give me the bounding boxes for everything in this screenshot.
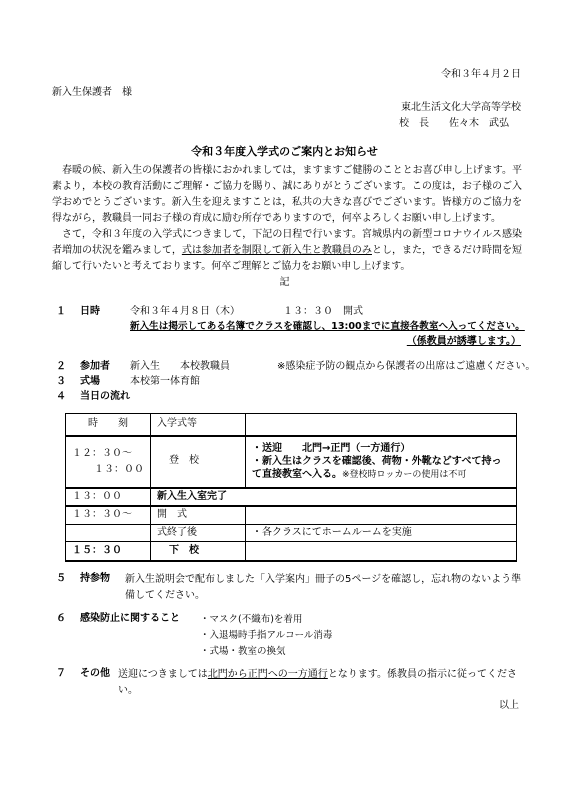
table-header-row [66, 414, 517, 436]
item3-number: ３ [56, 376, 66, 387]
greeting-paragraph: 春暖の候、新入生の保護者の皆様におかれましては，ますますご健勝のこととお喜び申し上げます。平素より，本校の教育活動にご理解・ご協力を賜り、誠にありがとうございます。この度は，お子様のご入学おめでとうございます。新入生を迎えますことは，私共の大きな喜びでございます。皆様方のご協力を得ながら，教職員一同お子様の育成に励む所存でありますので，何卒よろしくお願い申し上げます。 [52, 165, 522, 224]
item2-label: 参加者 [80, 361, 110, 372]
schedule-table [65, 413, 517, 562]
item7-number: ７ [56, 668, 66, 679]
school-name: 東北生活文化大学高等学校 [401, 102, 521, 113]
item6-list [200, 612, 332, 660]
row1-detail-line1: ・送迎 北門→正門（一方通行） [252, 442, 411, 454]
item1-number: １ [56, 306, 66, 317]
item2-note: ※感染症予防の観点から保護者の出席はご遠慮ください。 [277, 361, 536, 372]
row1-detail-note: ※登校時ロッカーの使用は不可 [342, 469, 467, 480]
item6-number: ６ [56, 613, 66, 624]
item3-value: 本校第一体育館 [130, 376, 200, 387]
row4-detail: ・各クラスにてホームルームを実施 [246, 524, 517, 542]
recipient: 新入生保護者 様 [52, 87, 132, 98]
row4-event: 式終了後 [151, 524, 246, 542]
row3-detail [246, 506, 517, 524]
table-row [66, 488, 517, 507]
item6-label: 感染防止に関すること [80, 613, 180, 624]
closing-mark: 以上 [499, 700, 519, 711]
row5-event: 下 校 [151, 542, 246, 561]
list-item: ・入退場時手指アルコール消毒 [200, 630, 333, 641]
row1-detail-line2 [252, 455, 510, 482]
row1-event: 登 校 [151, 436, 246, 488]
ceremony-paragraph: さて，令和３年度の入学式につきまして，下記の日程で行います。宮城県内の新型コロナウイルス感染者増加の状況を鑑みまして，式は参加者を制限して新入生と教職員のみとし，また，できるだけ時間を短縮して行いたいと考えております。何卒ご理解とご協力をお願い申し上げます。 [52, 229, 522, 272]
row1-time [66, 436, 151, 488]
header-event: 入学式等 [151, 414, 246, 436]
item4-label: 当日の流れ [80, 391, 130, 402]
row5-time: １５：３０ [66, 542, 151, 561]
item4-number: ４ [56, 391, 66, 402]
row4-time [66, 524, 151, 542]
row2-time: １３：００ [66, 488, 151, 507]
table-row [66, 436, 517, 488]
item5-label: 持参物 [80, 573, 110, 584]
item2-value: 新入生 本校教職員 [130, 361, 230, 372]
restriction-underline: 式は参加者を制限して新入生と教職員のみ [181, 245, 372, 256]
one-way-underline: 北門から正門への一方通行 [207, 669, 328, 680]
item7-value: 送迎につきましては北門から正門への一方通行となります。係教員の指示に従ってください。 [118, 669, 518, 696]
list-item: ・式場・教室の換気 [200, 646, 286, 657]
item1-note: 新入生は掲示してある名簿でクラスを確認し、13:00までに直接各教室へ入ってください。 [130, 321, 525, 332]
document-title: 令和３年度入学式のご案内とお知らせ [191, 145, 378, 158]
ki-heading: 記 [279, 277, 290, 288]
item5-value: 新入生説明会で配布しました「入学案内」冊子の5ページを確認し，忘れ物のないよう準備してください。 [125, 574, 522, 601]
row1-detail [246, 436, 517, 488]
row3-event: 開 式 [151, 506, 246, 524]
item1-label: 日時 [80, 306, 100, 317]
header-time: 時 刻 [66, 414, 151, 436]
row1-time-end: １３：００ [94, 463, 144, 475]
item5-number: ５ [56, 573, 66, 584]
item3-label: 式場 [80, 376, 100, 387]
row3-time: １３：３０～ [66, 506, 151, 524]
table-row [66, 524, 517, 542]
list-item: ・マスク(不織布)を着用 [200, 614, 303, 625]
item1-date: 令和３年４月８日（木） [130, 306, 240, 317]
letter-date: 令和３年４月２日 [441, 69, 521, 80]
item1-guide-note: （係教員が誘導します。） [406, 336, 521, 347]
table-row [66, 542, 517, 561]
header-detail [246, 414, 517, 436]
principal-name: 校 長 佐々木 武弘 [399, 118, 509, 129]
table-row [66, 506, 517, 524]
row2-event: 新入生入室完了 [151, 488, 517, 507]
row1-time-start: １２：３０～ [72, 447, 132, 459]
row5-detail [246, 542, 517, 561]
item7-label: その他 [80, 668, 110, 679]
row1-detail-bold: ・新入生はクラスを確認後、荷物・外靴などすべて持って直接教室へ入る。 [252, 455, 502, 480]
item1-time: １３：３０ 開式 [283, 306, 363, 317]
item2-number: ２ [56, 361, 66, 372]
